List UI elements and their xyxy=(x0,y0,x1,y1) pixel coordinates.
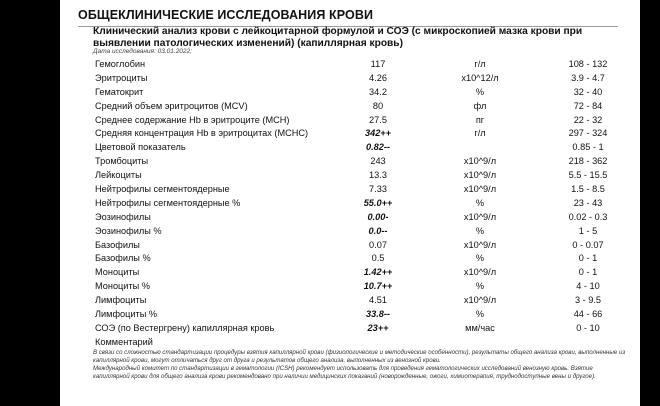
result-row xyxy=(60,58,640,72)
result-name: Гемоглобин xyxy=(95,59,146,69)
result-value: 342++ xyxy=(364,128,392,139)
results-table xyxy=(60,58,640,350)
result-value: 0.5 xyxy=(371,253,385,264)
result-value: 33.8-- xyxy=(365,309,390,320)
result-unit: мм/час xyxy=(465,322,495,333)
result-name: Базофилы xyxy=(95,239,140,250)
result-row xyxy=(60,100,640,114)
result-row xyxy=(60,211,640,225)
result-name: Цветовой показатель xyxy=(95,142,186,153)
result-name: Лимфоциты % xyxy=(95,309,158,320)
result-reference: 1.5 - 8.5 xyxy=(571,184,605,195)
result-reference: 0.02 - 0.3 xyxy=(568,211,608,222)
result-reference: 1 - 5 xyxy=(578,225,598,236)
result-row xyxy=(60,266,640,280)
result-row xyxy=(60,294,640,308)
result-value: 34.2 xyxy=(369,86,387,97)
result-row xyxy=(60,252,640,266)
result-reference: 3.9 - 4.7 xyxy=(571,72,605,83)
result-name: Гематокрит xyxy=(95,86,144,97)
lab-report-sheet xyxy=(60,0,640,406)
analysis-title: Клинический анализ крови с лейкоцитарной формулой и СОЭ (с микроскопией мазка крови при выявлении патологических изменений) (капиллярная кровь) xyxy=(93,26,583,49)
result-value: 4.26 xyxy=(369,72,387,83)
result-name: Среднее содержание Hb в эритроците (MCH) xyxy=(95,114,290,125)
result-unit: % xyxy=(475,253,485,264)
result-reference: 108 - 132 xyxy=(568,59,608,69)
result-row xyxy=(60,197,640,211)
result-row xyxy=(60,336,640,350)
result-unit: x10^9/л xyxy=(463,239,497,250)
result-value: 243 xyxy=(370,156,386,167)
result-row xyxy=(60,322,640,336)
result-row xyxy=(60,155,640,169)
result-unit: г/л xyxy=(474,128,486,139)
result-name: Комментарий xyxy=(95,336,153,347)
result-name: Базофилы % xyxy=(95,253,151,264)
result-unit: % xyxy=(475,197,485,208)
result-row xyxy=(60,280,640,294)
result-name: Средний объем эритроцитов (MCV) xyxy=(95,100,248,111)
result-name: Лимфоциты xyxy=(95,295,147,306)
result-name: Эозинофилы % xyxy=(95,225,162,236)
footnote-paragraph: Международный комитет по стандартизации в гематологии (ICSH) рекомендует использовать для проведения гематологических исследований венозную кровь. Взятие капиллярной крови для общего анализа крови рекомендовано при наличии медицинских показаний (новорожденные, ожоги, химиотерапия, труднодоступные вены и другое). xyxy=(93,365,596,380)
result-reference: 32 - 40 xyxy=(573,86,603,97)
result-name: Эозинофилы xyxy=(95,211,151,222)
result-row xyxy=(60,225,640,239)
result-reference: 0 - 1 xyxy=(578,253,598,264)
result-name: Моноциты % xyxy=(95,281,150,292)
result-reference: 22 - 32 xyxy=(573,114,603,125)
result-reference: 0 - 0.07 xyxy=(572,239,604,250)
result-unit: x10^9/л xyxy=(463,295,497,306)
result-reference: 4 - 10 xyxy=(576,281,600,292)
result-row xyxy=(60,308,640,322)
result-name: СОЭ (по Вестергрену) капиллярная кровь xyxy=(95,322,275,333)
result-name: Тромбоциты xyxy=(95,156,149,167)
result-unit: г/л xyxy=(474,59,486,69)
result-value: 0.07 xyxy=(369,239,387,250)
result-value: 23++ xyxy=(367,322,389,333)
footnote xyxy=(93,349,628,381)
result-unit: x10^9/л xyxy=(463,267,497,278)
result-reference: 5.5 - 15.5 xyxy=(568,170,608,181)
result-reference: 218 - 362 xyxy=(568,156,608,167)
result-unit: x10^9/л xyxy=(463,211,497,222)
result-reference: 23 - 43 xyxy=(573,197,603,208)
result-reference: 44 - 66 xyxy=(573,309,603,320)
result-value: 7.33 xyxy=(369,184,387,195)
result-reference: 0.85 - 1 xyxy=(572,142,604,153)
result-unit: x10^9/л xyxy=(463,184,497,195)
result-reference: 3 - 9.5 xyxy=(574,295,602,306)
result-unit: % xyxy=(475,86,485,97)
footnote-paragraph: В связи со сложностью стандартизации процедуры взятия капиллярной крови (физиологические и методические особенности), результаты общего анализа крови, выполненные из капиллярной крови, могут отличаться друг от друга и результатов общего анализа, выполненных из венозной крови. xyxy=(93,349,626,364)
result-value: 0.0-- xyxy=(368,225,388,236)
result-row xyxy=(60,169,640,183)
result-name: Нейтрофилы сегментоядерные % xyxy=(95,197,241,208)
result-value: 4.51 xyxy=(369,295,387,306)
result-reference: 0 - 1 xyxy=(578,267,598,278)
result-name: Средняя концентрация Hb в эритроцитах (MCHC) xyxy=(95,128,309,139)
result-name: Нейтрофилы сегментоядерные xyxy=(95,184,230,195)
result-unit: x10^12/л xyxy=(461,72,499,83)
result-reference: 0 - 10 xyxy=(576,322,600,333)
result-row xyxy=(60,183,640,197)
result-name: Лейкоциты xyxy=(95,170,142,181)
result-name: Моноциты xyxy=(95,267,140,278)
result-unit: % xyxy=(475,309,485,320)
result-value: 10.7++ xyxy=(363,281,393,292)
study-date: Дата исследования: 03.01.2022; xyxy=(93,48,192,55)
result-value: 27.5 xyxy=(369,114,387,125)
result-unit: пг xyxy=(475,114,485,125)
result-row xyxy=(60,114,640,128)
result-unit: x10^9/л xyxy=(463,156,497,167)
result-row xyxy=(60,141,640,155)
result-value: 117 xyxy=(370,59,386,69)
result-reference: 297 - 324 xyxy=(568,128,608,139)
result-unit: фл xyxy=(473,100,487,111)
result-unit: x10^9/л xyxy=(463,170,497,181)
result-row xyxy=(60,239,640,253)
result-value: 1.42++ xyxy=(363,267,393,278)
section-title: ОБЩЕКЛИНИЧЕСКИЕ ИССЛЕДОВАНИЯ КРОВИ xyxy=(78,8,618,27)
result-reference: 72 - 84 xyxy=(573,100,603,111)
result-name: Эритроциты xyxy=(95,72,148,83)
result-value: 80 xyxy=(372,100,384,111)
result-unit: % xyxy=(475,225,485,236)
result-value: 0.00- xyxy=(367,211,389,222)
result-value: 55.0++ xyxy=(363,197,393,208)
result-value: 13.3 xyxy=(369,170,387,181)
result-row xyxy=(60,127,640,141)
result-value: 0.82-- xyxy=(365,142,390,153)
result-unit: % xyxy=(475,281,485,292)
result-row xyxy=(60,72,640,86)
result-row xyxy=(60,86,640,100)
